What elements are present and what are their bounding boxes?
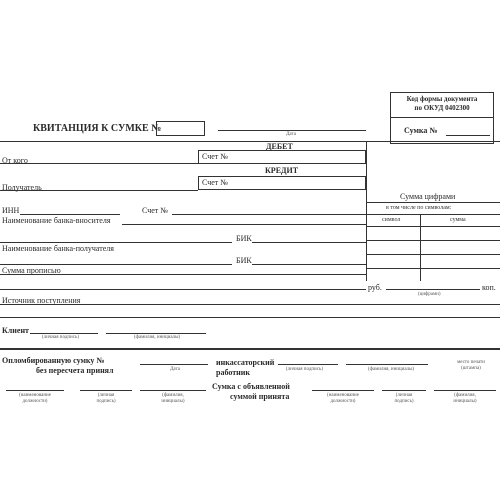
bik-label-1: БИК (236, 234, 252, 243)
from-whom-label: От кого (2, 156, 28, 165)
seal-place-line1: место печати (457, 360, 485, 365)
form-code-line2: по ОКУД 0402300 (414, 104, 470, 112)
account-label: Счет № (142, 206, 168, 215)
name-caption-2b: инициалы) (453, 399, 477, 404)
collector-line2: работник (216, 368, 250, 377)
sig-caption-2a: (личная (395, 393, 413, 398)
credit-title: КРЕДИТ (265, 166, 299, 175)
declared-bag-line2: суммой принята (230, 392, 290, 401)
source-label: Источник поступления (2, 296, 81, 305)
debit-title: ДЕБЕТ (266, 142, 293, 151)
depositor-bank-label: Наименование банка-вносителя (2, 216, 111, 225)
amount-digits-label: Сумма цифрами (400, 192, 456, 201)
bik-label-2: БИК (236, 256, 252, 265)
declared-bag-line1: Сумка с объявленной (212, 382, 290, 391)
sealed-bag-line1: Опломбированную сумку № (2, 356, 105, 365)
position-caption-1a: (наименование (19, 393, 51, 398)
collector-name-caption: (фамилия, инициалы) (368, 367, 415, 372)
recipient-bank-label: Наименование банка-получателя (2, 244, 114, 253)
name-caption-1b: инициалы) (161, 399, 185, 404)
position-caption-2a: (наименование (327, 393, 359, 398)
page-title: КВИТАНЦИЯ К СУМКЕ № (33, 123, 162, 134)
name-caption-1a: (фамилия, (162, 393, 184, 398)
client-label: Клиент (2, 326, 29, 335)
sig-caption-2b: подпись) (394, 399, 414, 404)
bag-number-label: Сумка № (404, 126, 438, 135)
incl-symbols-label: в том числе по символам: (386, 205, 452, 211)
bag-number-field[interactable] (156, 121, 205, 136)
kop-label: коп. (482, 283, 496, 292)
recipient-label: Получатель (2, 183, 42, 192)
amount-in-words-label: Сумма прописью (2, 266, 61, 275)
collector-line1: инкассаторский (216, 358, 275, 367)
inn-label: ИНН (2, 206, 20, 215)
form-code-line1: Код формы документа (406, 95, 478, 103)
date-caption: Дата (286, 132, 296, 137)
name-caption-2a: (фамилия, (454, 393, 476, 398)
seal-place-line2: (штампа) (461, 366, 481, 371)
client-name-caption: (фамилия, инициалы) (134, 335, 181, 340)
sealed-bag-line2: без пересчета принял (36, 366, 114, 375)
rub-label: руб. (368, 283, 382, 292)
col-amount: сумма (450, 217, 466, 223)
debit-account-label: Счет № (202, 152, 228, 161)
date-line (218, 130, 366, 131)
date-caption-2: Дата (170, 367, 180, 372)
sig-caption-1b: подпись) (96, 399, 116, 404)
collector-signature-caption: (личная подпись) (286, 367, 323, 372)
sig-caption-1a: (личная (97, 393, 115, 398)
client-signature-caption: (личная подпись) (42, 335, 79, 340)
credit-account-label: Счет № (202, 178, 228, 187)
digits-caption: (цифрами) (418, 292, 441, 297)
position-caption-2b: должности) (330, 399, 356, 404)
col-symbol: символ (382, 217, 401, 223)
position-caption-1b: должности) (22, 399, 48, 404)
